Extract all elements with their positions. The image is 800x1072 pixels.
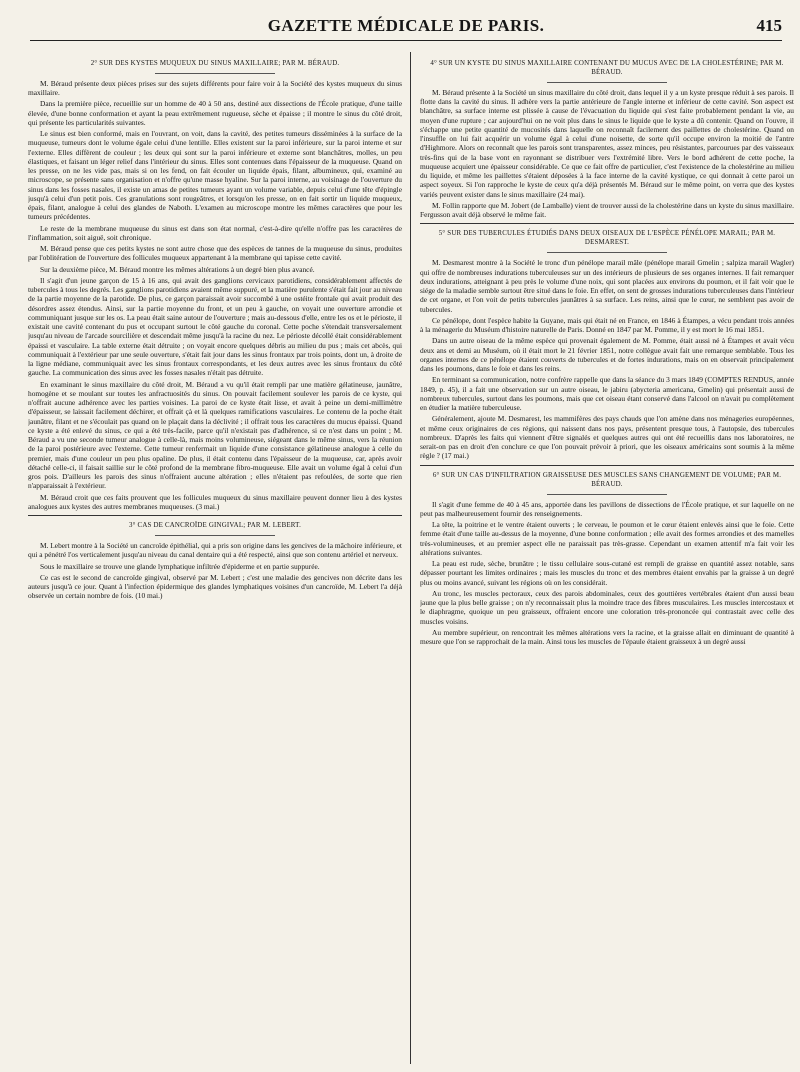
heading-rule (155, 73, 275, 74)
section-heading-2: 2° SUR DES KYSTES MUQUEUX DU SINUS MAXILLAIRE; PAR M. BÉRAUD. (90, 60, 340, 67)
paragraph: M. Béraud présente à la Société un sinus maxillaire du côté droit, dans lequel il y a un kyste presque réduit à ses parois. Il flotte dans la cavité du sinus. Il adhère vers la partie antérieure de l'angle interne et inférieur de cette cavité. Son aspect est blanchâtre, sa surface interne est plissée à cause de l'évacuation du liquide qui s'est faite probablement pendant la vie, au moyen d'une rupture ; car aujourd'hui on ne voit plus dans le sinus le liquide que le kyste a dû contenir. Quand on l'ouvre, il s'échappe une petite quantité de mucosités dans laquelle on reconnaît facilement des paillettes de cholestérine. Quand on l'insuffle on lui fait acquérir un volume égal à celui d'une noisette, de sorte qu'il occupe environ la moitié de l'antre d'Highmore. Alors on reconnaît que les parois sont transparentes, assez minces, peu résistantes, parcourues par des vaisseaux très-fins qui de la base vont en rayonnant se distribuer vers l'extrémité libre. Vers le bord adhérent de cette poche, la muqueuse acquiert une épaisseur considérable. Ce que ce fait offre de particulier, c'est l'existence de la cholestérine au milieu du liquide, et même les paillettes s'étaient déposées à la face interne de la cavité kystique, ce qui donnait à cette paroi un aspect soyeux. Si l'on rapproche le kyste de ceux qu'a déjà présentés M. Béraud sur le même point, on verra que des kystes variés peuvent exister dans le sinus maxillaire (24 mai). (420, 87, 794, 199)
paragraph: Généralement, ajoute M. Desmarest, les mammifères des pays chauds que l'on amène dans nos ménageries européennes, et même ceux originaires de ces régions, qui naissent dans nos pays, présentent presque tous, à l'autopsie, des tubercules nombreux. D'après les faits qui viennent d'être signalés et quelques autres qui ont été recueillis dans nos laboratoires, ne serait-on pas en droit d'en conclure ce que l'on pouvait prévoir à priori, que les oiseaux américains sont soumis à la même règle ? (17 mai.) (420, 414, 794, 461)
paragraph: Le reste de la membrane muqueuse du sinus est dans son état normal, c'est-à-dire qu'elle n'offre pas les caractères de l'inflammation, soit aiguë, soit chronique. (28, 223, 402, 242)
paragraph: M. Follin rapporte que M. Jobert (de Lamballe) vient de trouver aussi de la cholestérine dans un kyste du sinus maxillaire. Fergusson avait déjà observé le même fait. (420, 200, 794, 220)
section-rule (28, 515, 402, 516)
journal-title: GAZETTE MÉDICALE DE PARIS. (267, 16, 545, 35)
section-rule (420, 465, 794, 466)
section-heading-5: 5° SUR DES TUBERCULES ÉTUDIÉS DANS DEUX OISEAUX DE L'ESPÈCE PÉNÉLOPE MARAIL; PAR M. DESMAREST. (438, 230, 776, 247)
paragraph: La tête, la poitrine et le ventre étaient ouverts ; le cerveau, le poumon et le cœur étaient enlevés ainsi que le foie. Cette femme était d'une taille au-dessus de la moyenne, d'une bonne conformation ; elle avait des formes arrondies et des mamelles très-volumineuses, et au premier aspect elle ne paraissait pas très-grasse. Cependant un examen attentif m'a fait voir les altérations suivantes. (420, 520, 794, 557)
paragraph: Ce pénélope, dont l'espèce habite la Guyane, mais qui était né en France, en 1846 à Étampes, a vécu pendant trois années à la ménagerie du Muséum d'histoire naturelle de Paris. Donné en 1847 par M. Pomme, il y est mort le 16 mai 1851. (420, 315, 794, 335)
section-rule (420, 223, 794, 224)
paragraph: La peau est rude, sèche, brunâtre ; le tissu cellulaire sous-cutané est rempli de graisse en quantité assez notable, sans dépasser pourtant les limites ordinaires ; mais les muscles du tronc et des membres étaient envahis par la graisse à un degré plus ou moins avancé, suivant les régions où on les considérait. (420, 559, 794, 587)
paragraph: En examinant le sinus maxillaire du côté droit, M. Béraud a vu qu'il était rempli par une matière gélatineuse, jaunâtre, homogène et se moulant sur toutes les anfractuosités du sinus. On pouvait facilement soulever les parois de ce kyste, qui n'offrait aucune adhérence avec les parties voisines. La paroi de ce kyste était lisse, et avait à peine un demi-millimètre d'épaisseur, se laissait facilement déchirer, et offrait çà et là quelques ramifications vasculaires. Le contenu de la poche était jaunâtre, filant et ne s'écoulait pas quand on le plaçait dans la déclivité ; il offrait tous les caractères du mucus épaissi. Quand ce kyste a été enlevé du sinus, ce qui a été très-facile, parce qu'il n'existait pas d'adhérence, si ce n'est dans un point ; M. Béraud a vu une seconde tumeur analogue à celle-là, mais moins volumineuse, siégeant dans le même sinus, vers la réunion de la paroi postérieure avec l'externe. Cette tumeur renfermait un liquide d'une consistance gélatineuse analogue à celle du premier, mais d'une couleur un peu plus opaline. De plus, il était contenu dans l'épaisseur de la muqueuse, car, après avoir détaché celle-ci, il faisait saillie sur le côté profond de la membrane fibro-muqueuse. Elle avait un volume égal à celui d'un gros pois. D'ailleurs les parois des sinus n'offraient aucune altération ; elles n'étaient pas refoulées, de sorte que rien n'apparaissait à l'extérieur. (28, 379, 402, 491)
paragraph: M. Béraud croit que ces faits prouvent que les follicules muqueux du sinus maxillaire peuvent donner lieu à des kystes analogues aux kystes des autres membranes muqueuses. (3 mai.) (28, 492, 402, 511)
paragraph: M. Lebert montre à la Société un cancroïde épithélial, qui a pris son origine dans les gencives de la mâchoire inférieure, et qui a pénétré l'os verticalement jusqu'au niveau du canal dentaire qui a été respecté, ainsi que son contenu artériel et nerveux. (28, 541, 402, 560)
paragraph: Le sinus est bien conformé, mais en l'ouvrant, on voit, dans la cavité, des petites tumeurs disséminées à la surface de la muqueuse, tumeurs dont le volume égale celui d'une lentille. Elles existent sur la paroi inférieure, sur la paroi interne et sur l'externe. Elles diffèrent de couleur ; les deux qui sont sur la paroi inférieure et externe sont blanchâtres, molles, un peu élastiques, et faisant un léger relief dans l'intérieur du sinus. Elles sont contenues dans l'épaisseur de la muqueuse. Quand on les presse, on ne les vide pas, mais si on les fend, on fait écouler un liquide épais, filant, albumineux, qui, examiné au microscope, se présente sans organisation et n'offre qu'une masse hyaline. Sur la paroi interne, au voisinage de l'ouverture du sinus dans les fosses nasales, il existe un amas de petites tumeurs ayant un volume variable, depuis celui d'une tête d'épingle jusqu'à celui d'un petit pois. Ces granulations sont rougeâtres, et lorsqu'on les presse, on en fait sortir un liquide muqueux, épais, filant, analogue à celui des glandes de Naboth. L'examen au microscope montre les mêmes caractères que pour les tumeurs précédentes. (28, 129, 402, 222)
paragraph: Ce cas est le second de cancroïde gingival, observé par M. Lebert ; c'est une maladie des gencives non décrite dans les auteurs jusqu'à ce jour. Quant à l'infection épidermique des glandes lymphatiques voisines d'un cancroïde, M. Lebert l'a déjà observée un certain nombre de fois. (10 mai.) (28, 572, 402, 601)
masthead (30, 12, 782, 41)
page-number: 415 (756, 16, 782, 35)
heading-rule (547, 494, 667, 495)
paragraph: Au membre supérieur, on rencontrait les mêmes altérations vers la racine, et la graisse allait en diminuant de quantité à mesure que l'on se rapprochait de la main. Ainsi tous les muscles de l'épaule étaient graisseux à un degré aussi (420, 627, 794, 647)
paragraph: Il s'agit d'une femme de 40 à 45 ans, apportée dans les pavillons de dissections de l'École pratique, et sur laquelle on ne peut pas malheureusement fournir des renseignements. (420, 499, 794, 518)
column-divider (410, 52, 411, 1064)
paragraph: En terminant sa communication, notre confrère rappelle que dans la séance du 3 mars 1849 (COMPTES RENDUS, année 1849, p. 45), il a fait une observation sur un autre oiseau, le jabiru (abycteria americana, Gmelin) qui présentait aussi de nombreux tubercules, surtout dans les poumons, mais que cet oiseau étant conservé dans l'alcool on n'avait pu complètement en étudier la matière tuberculeuse. (420, 375, 794, 413)
right-column (420, 58, 794, 1062)
paragraph: Sous le maxillaire se trouve une glande lymphatique infiltrée d'épiderme et en partie suppurée. (40, 561, 320, 571)
heading-rule (155, 535, 275, 536)
paragraph: Au tronc, les muscles pectoraux, ceux des parois abdominales, ceux des gouttières vertébrales étaient d'un aussi beau jaune que la plus belle graisse ; on n'y reconnaissait plus la moindre trace des fibres musculaires. Les muscles intercostaux et le diaphragme, quoique un peu graisseux, offraient encore une coloration très-prononcée qui contrastait avec celle des muscles voisins. (420, 588, 794, 626)
paragraph: Dans la première pièce, recueillie sur un homme de 40 à 50 ans, destiné aux dissections de l'École pratique, d'une taille élevée, d'une bonne conformation et ayant la peau extrêmement rugueuse, sèche et épaisse ; il montre le sinus du côté droit, qui présente les particularités suivantes. (28, 99, 402, 127)
heading-rule (547, 82, 667, 83)
paragraph: M. Desmarest montre à la Société le tronc d'un pénélope marail mâle (pénélope marail Gmelin ; salpiza marail Wagler) qui offre de nombreuses indurations tuberculeuses sur un des intérieurs de plusieurs de ses organes internes. Il fait remarquer deux indurations, atteignant à peu près le volume d'une noix, qui sont placées aux environs du poumon, et il fait voir que le siége de la maladie semble surtout être situé dans le foie. En effet, on sent de grosses indurations tuberculeuses dans l'intérieur de cet organe, et l'on voit de petits tubercules jaunâtres à sa surface. Les reins, ainsi que le cœur, ne semblent pas avoir de tubercules. (420, 258, 794, 314)
paragraph: Il s'agit d'un jeune garçon de 15 à 16 ans, qui avait des ganglions cervicaux parotidiens, considérablement affectés de tubercules à tous les degrés. Les ganglions parotidiens avaient même suppuré, et la matière purulente s'était fait jour au niveau de la partie moyenne de la parotide. De plus, ce garçon paraissait avoir succombé à une ostéite frontale qui avait produit des désordres assez étendus. Ainsi, sur la partie moyenne du front, et un peu à gauche, on voyait une ouverture arrondie et communiquant jusque sur les os. La peau était saine autour de l'ouverture ; mais au-dessous d'elle, entre les os et le périoste, il existait une cavité contenant du pus et occupant surtout le côté gauche du coronal. Cette poche s'étendait transversalement jusqu'au niveau de l'arcade sourcilière et descendait même jusqu'à la racine du nez. Le périoste décollé était considérablement épaissi et vasculaire. La table externe était détruite ; on voyait encore quelques débris au milieu du pus ; mais cet abcès, qui communiquait à l'extérieur par une seule ouverture, s'était fait jour dans les sinus frontaux par trois points, dont un, à droite de la ligne médiane, communiquait avec les sinus frontaux correspondants, et les deux autres avec les sinus frontaux du côté gauche. La communication des sinus avec les fosses nasales n'était pas détruite. (28, 275, 402, 378)
paragraph: Dans un autre oiseau de la même espèce qui provenait également de M. Pomme, était aussi né à Étampes et avait vécu deux ans et demi au Muséum, où il était mort le 21 février 1851, notre collègue avait fait une remarque semblable. Tous les organes internes de ce pénélope étaient couverts de tubercules et de fortes indurations, mais on en observait principalement dans les poumons, dans le foie et dans les reins. (420, 336, 794, 374)
section-heading-4: 4° SUR UN KYSTE DU SINUS MAXILLAIRE CONTENANT DU MUCUS AVEC DE LA CHOLESTÉRINE; PAR M. BÉRAUD. (430, 60, 784, 76)
heading-rule (547, 252, 667, 253)
section-heading-3: 3° CAS DE CANCROÏDE GINGIVAL; PAR M. LEBERT. (129, 522, 301, 530)
paragraph: Sur la deuxième pièce, M. Béraud montre les mêmes altérations à un degré bien plus avancé. (40, 264, 315, 274)
paragraph: M. Béraud présente deux pièces prises sur des sujets différents pour faire voir à la Société des kystes muqueux du sinus maxillaire. (28, 78, 402, 98)
section-heading-6: 6° SUR UN CAS D'INFILTRATION GRAISSEUSE DES MUSCLES SANS CHANGEMENT DE VOLUME; PAR M. BÉRAUD. (432, 471, 782, 488)
paragraph: M. Béraud pense que ces petits kystes ne sont autre chose que des espèces de tannes de la muqueuse du sinus, produites par l'oblitération de l'ouverture des follicules muqueux appartenant à la membrane qui tapisse cette cavité. (28, 244, 402, 263)
left-column (28, 58, 402, 1062)
